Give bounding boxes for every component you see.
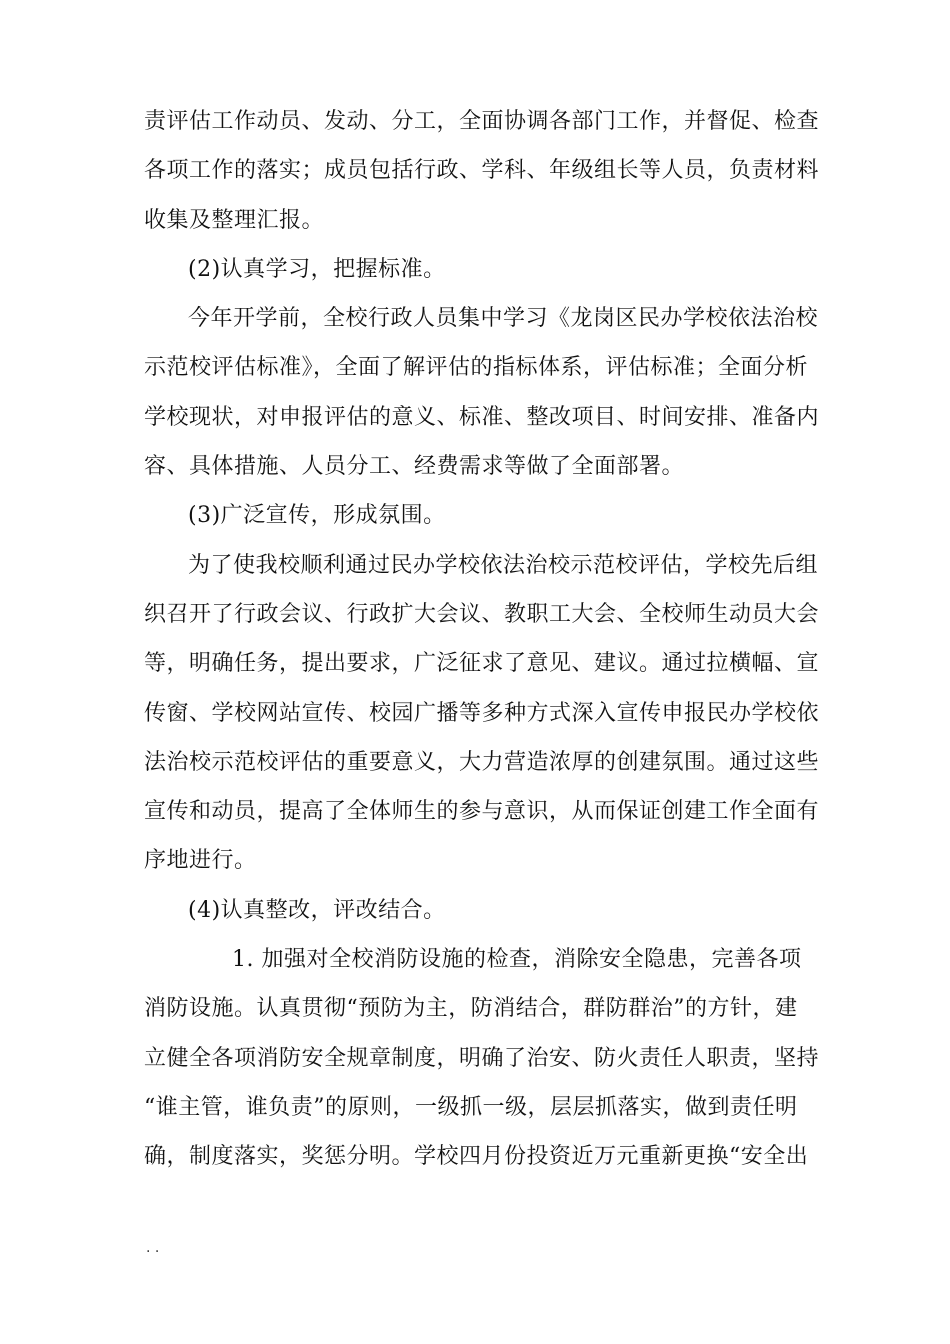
section-heading: (2)认真学习，把握标准。 [188,256,446,282]
paragraph-line: 法治校示范校评估的重要意义，大力营造浓厚的创建氛围。通过这些 [144,749,820,775]
paragraph-line: 宣传和动员，提高了全体师生的参与意识，从而保证创建工作全面有 [144,799,820,825]
paragraph-line: 传窗、学校网站宣传、校园广播等多种方式深入宣传申报民办学校依 [144,700,820,726]
paragraph-line: 织召开了行政会议、行政扩大会议、教职工大会、全校师生动员大会 [144,601,820,627]
paragraph-line: 今年开学前，全校行政人员集中学习《龙岗区民办学校依法治校 [188,306,819,332]
section-heading: (4)认真整改，评改结合。 [188,897,446,923]
paragraph-line: 各项工作的落实；成员包括行政、学科、年级组长等人员，负责材料 [144,158,820,184]
paragraph-line: 责评估工作动员、发动、分工，全面协调各部门工作，并督促、检查 [144,109,820,134]
paragraph-line: 等，明确任务，提出要求，广泛征求了意见、建议。通过拉横幅、宣 [144,651,820,677]
paragraph-line: 学校现状，对申报评估的意义、标准、整改项目、时间安排、准备内 [144,404,820,430]
body-text [144,97,824,1182]
paragraph-line: 消防设施。认真贯彻“预防为主，防消结合，群防群治”的方针，建 [144,996,798,1022]
list-item-line: 1. 加强对全校消防设施的检查，消除安全隐患，完善各项 [232,947,802,973]
paragraph-line: 序地进行。 [144,848,257,874]
paragraph-line: 示范校评估标准》，全面了解评估的指标体系，评估标准；全面分析 [144,355,809,381]
section-heading: (3)广泛宣传，形成氛围。 [188,503,446,529]
paragraph-line: 确，制度落实，奖惩分明。学校四月份投资近万元重新更换“安全出 [144,1144,809,1170]
paragraph-line: 为了使我校顺利通过民办学校依法治校示范校评估，学校先后组 [188,552,819,578]
footer-mark: . . [146,1240,160,1256]
paragraph-line: 收集及整理汇报。 [144,207,325,233]
paragraph-line: 容、具体措施、人员分工、经费需求等做了全面部署。 [144,454,685,480]
paragraph-line: 立健全各项消防安全规章制度，明确了治安、防火责任人职责，坚持 [144,1045,820,1071]
paragraph-line: “谁主管，谁负责”的原则，一级抓一级，层层抓落实，做到责任明 [144,1094,798,1120]
